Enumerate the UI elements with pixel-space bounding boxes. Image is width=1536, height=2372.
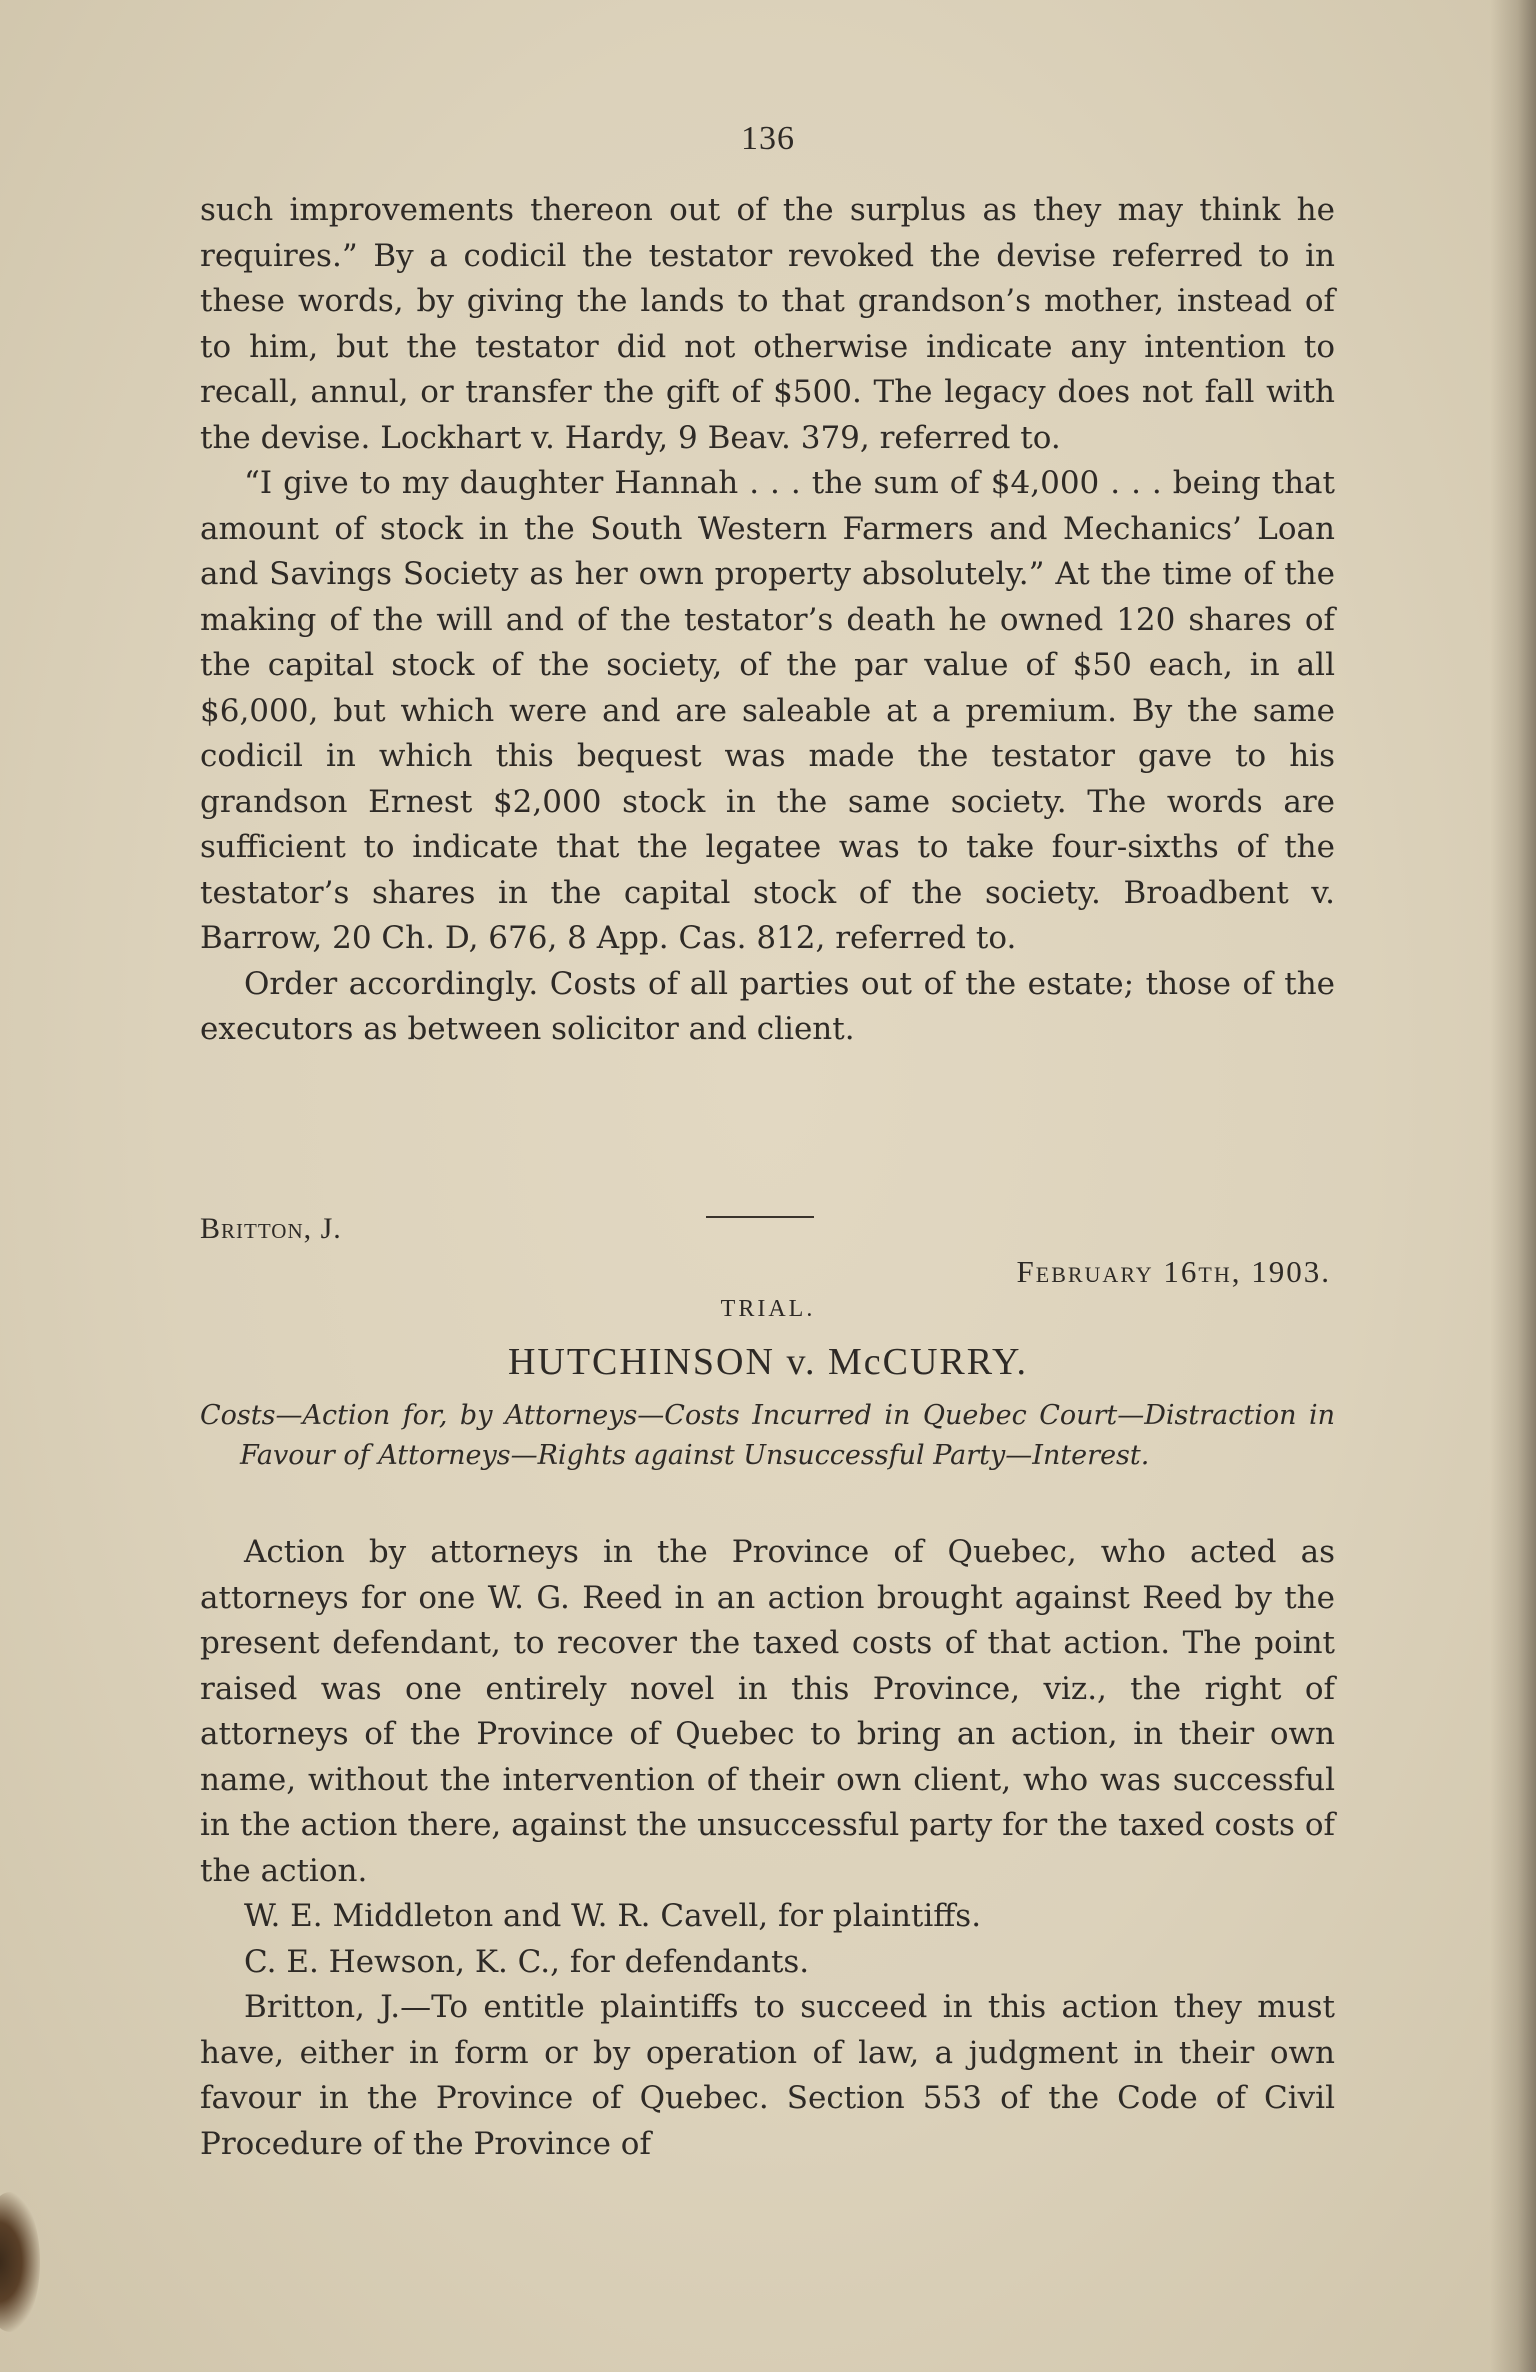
headnote-block <box>200 1396 1335 1476</box>
judge-name: Britton, J. <box>200 1212 342 1245</box>
defendants-counsel: C. E. Hewson, K. C., for defendants. <box>244 1943 810 1980</box>
section-divider <box>706 1216 814 1218</box>
case-title: HUTCHINSON v. McCURRY. <box>507 1341 1029 1383</box>
decision-date: February 16th, 1903. <box>1016 1254 1331 1289</box>
binding-shadow <box>1490 0 1536 2372</box>
paragraph-1: such improvements thereon out of the surplus as they may think he requires.” By a codicil the testator revoked the devise referred to in these words, by giving the lands to that grandson’s mother, instead of to him, but the testator did not otherwise indicate any intention to recall, annul, or transfer the gift of $500. The legacy does not fall with the devise. Lockhart v. Hardy, 9 Beav. 379, referred to. <box>200 192 1335 456</box>
judgment-text: Britton, J.—To entitle plaintiffs to succeed in this action they must have, either in form or by operation of law, a judgment in their own favour in the Province of Quebec. Section 553 of the Code of Civil Procedure of the Province of <box>200 1989 1335 2162</box>
plaintiffs-counsel: W. E. Middleton and W. R. Cavell, for plaintiffs. <box>244 1898 982 1934</box>
case-body <box>200 1530 1335 2167</box>
court-label: TRIAL. <box>720 1296 816 1322</box>
case-summary: Action by attorneys in the Province of Quebec, who acted as attorneys for one W. G. Reed in an action brought against Reed by the present defendant, to recover the taxed costs of that action. The point raised was one entirely novel in this Province, viz., the right of attorneys of the Province of Quebec to bring an action, in their own name, without the intervention of their own client, who was successful in the action there, against the unsuccessful party for the taxed costs of the action. <box>200 1534 1335 1889</box>
paragraph-3: Order accordingly. Costs of all parties out of the estate; those of the executors as between solicitor and client. <box>200 965 1335 1047</box>
continuation-text <box>200 188 1335 1053</box>
headnote: Costs—Action for, by Attorneys—Costs Incurred in Quebec Court—Distraction in Favour of Attorneys—Rights against Unsuccessful Party—Interest. <box>200 1400 1335 1471</box>
paragraph-2: “I give to my daughter Hannah . . . the sum of $4,000 . . . being that amount of stock in the South Western Farmers and Mechanics’ Loan and Savings Society as her own property absolutely.” At the time of the making of the will and of the testator’s death he owned 120 shares of the capital stock of the society, of the par value of $50 each, in all $6,000, but which were and are saleable at a premium. By the same codicil in which this bequest was made the testator gave to his grandson Ernest $2,000 stock in the same society. The words are sufficient to indicate that the legatee was to take four-sixths of the testator’s shares in the capital stock of the society. Broadbent v. Barrow, 20 Ch. D, 676, 8 App. Cas. 812, referred to. <box>200 465 1335 956</box>
thumb-mark <box>0 2192 40 2332</box>
page-number: 136 <box>741 120 795 157</box>
